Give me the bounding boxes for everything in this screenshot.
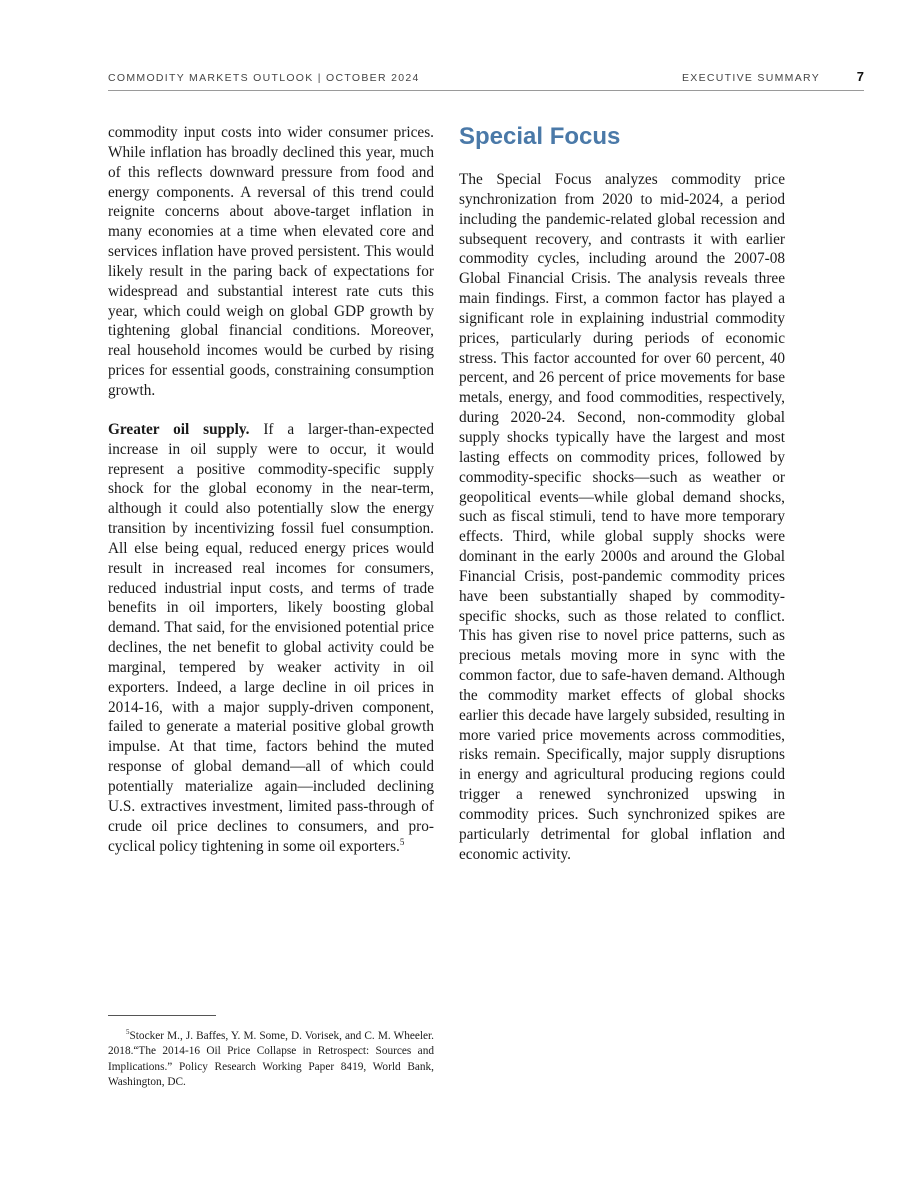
publication-title: COMMODITY MARKETS OUTLOOK | OCTOBER 2024 — [108, 72, 420, 84]
paragraph-body: If a larger-than-expected increase in oil supply were to occur, it would represent a positive commodity-specific supply shock for the global economy in the near-term, although it could also potentially slow the energy transition by incentivizing fossil fuel consumption. All else being equal, reduced energy prices would result in increased real incomes for consumers, reduced industrial input costs, and terms of trade benefits in oil importers, likely boosting global demand. That said, for the envisioned potential price declines, the net benefit to global activity could be marginal, tempered by weaker activity in oil exporters. Indeed, a large decline in oil prices in 2014-16, with a major supply-driven component, failed to generate a material positive global growth impulse. At that time, factors behind the muted response of global demand—all of which could potentially materialize again—included declining U.S. extractives investment, limited pass-through of crude oil price declines to consumers, and pro-cyclical policy tightening in some oil exporters. — [108, 420, 434, 855]
paragraph-lead-in: Greater oil supply. — [108, 420, 250, 438]
page-number: 7 — [856, 69, 864, 84]
body-paragraph: commodity input costs into wider consumer prices. While inflation has broadly declined this year, much of this reflects downward pressure from food and energy components. A reversal of this trend could reignite concerns about above-target inflation in many economies at a time when elevated core and services inflation have proved persistent. This would likely result in the paring back of expectations for widespread and substantial interest rate cuts this year, which could weigh on global GDP growth by tightening global financial conditions. Moreover, real household incomes would be curbed by rising prices for essential goods, constraining consumption growth. — [108, 124, 434, 399]
body-paragraph-greater-oil-supply — [108, 420, 434, 857]
running-header — [108, 70, 864, 91]
section-title: Special Focus — [459, 123, 621, 150]
footnote-text: Stocker M., J. Baffes, Y. M. Some, D. Vorisek, and C. M. Wheeler. 2018.“The 2014-16 Oil Price Collapse in Retrospect: Sources and Implications.” Policy Research Working Paper 8419, World Bank, Washington, DC. — [108, 1030, 434, 1088]
footnote-number: 5 — [126, 1028, 130, 1037]
right-column — [459, 123, 785, 884]
section-name: EXECUTIVE SUMMARY — [681, 72, 820, 84]
body-paragraph: The Special Focus analyzes commodity price synchronization from 2020 to mid-2024, a period including the pandemic-related global recession and subsequent recovery, and contrasts it with earlier commodity cycles, including around the 2007-08 Global Financial Crisis. The analysis reveals three main findings. First, a common factor has played a significant role in explaining industrial commodity prices, particularly during periods of economic stress. This factor accounted for over 60 percent, 40 percent, and 26 percent of price movements for base metals, energy, and food commodities, respectively, during 2020-24. Second, non-commodity global supply shocks typically have the largest and most lasting effects on commodity prices, followed by commodity-specific shocks—such as weather or geopolitical events—while global demand shocks, such as fiscal stimuli, tend to have more temporary effects. Third, while global supply shocks were dominant in the early 2000s and around the Global Financial Crisis, post-pandemic commodity prices have been substantially shaped by commodity-specific shocks, such as those related to conflict. This has given rise to novel price patterns, such as precious metals moving more in sync with the common factor, due to safe-haven demand. Although the commodity market effects of global shocks earlier this decade have largely subsided, resulting in more varied price movements across commodities, risks remain. Specifically, major supply disruptions in energy and agricultural producing regions could trigger a renewed synchronized upswing in commodity prices. Such synchronized spikes are particularly detrimental for global inflation and economic activity. — [459, 171, 785, 863]
left-column — [108, 123, 434, 875]
footnote-reference[interactable]: 5 — [399, 836, 405, 847]
footnote — [108, 1029, 434, 1090]
footnote-divider — [108, 1015, 216, 1016]
